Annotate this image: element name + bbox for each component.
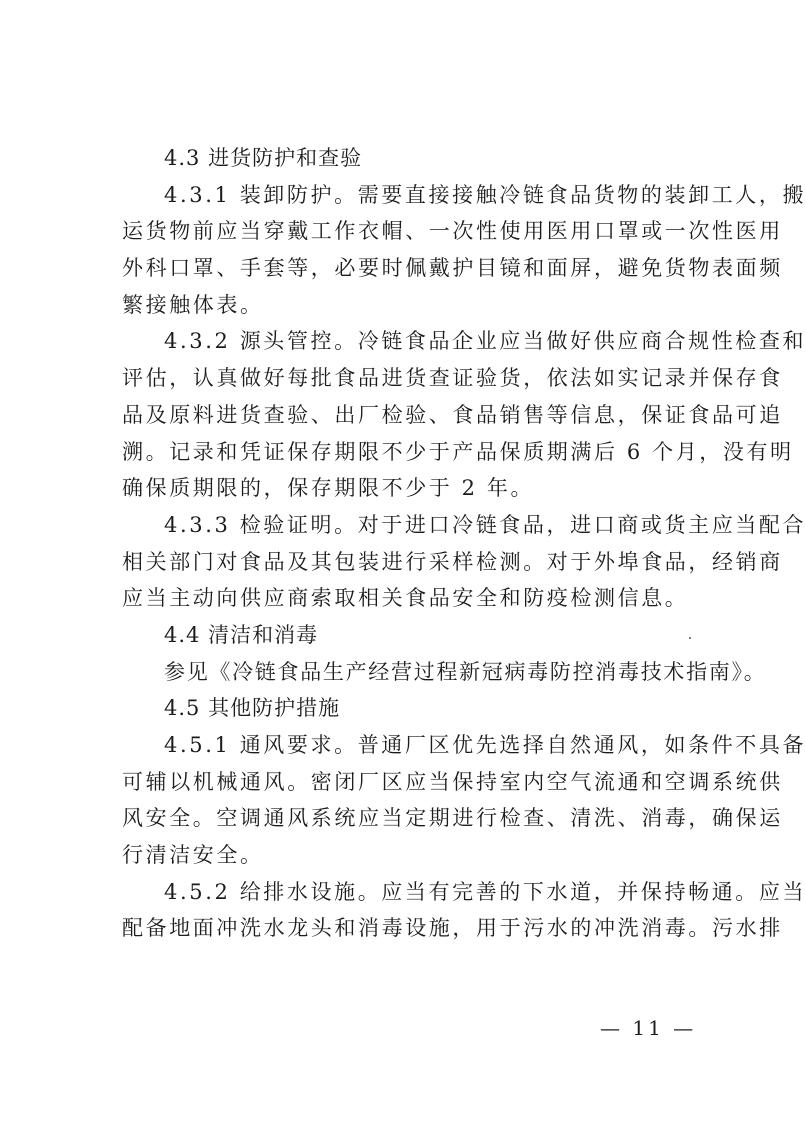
paragraph-line: 相关部门对食品及其包装进行采样检测。对于外埠食品，经销商 — [122, 549, 783, 574]
paragraph-line: 确保质期限的，保存期限不少于 2 年。 — [122, 476, 535, 501]
paragraph-line: 溯。记录和凭证保存期限不少于产品保质期满后 6 个月，没有明 — [122, 439, 794, 464]
paragraph-line: 行清洁安全。 — [122, 843, 264, 868]
scan-speck — [689, 637, 691, 639]
paragraph-line: 4.5.2 给排水设施。应当有完善的下水道，并保持畅通。应当 — [164, 879, 806, 904]
paragraph-line: 可辅以机械通风。密闭厂区应当保持室内空气流通和空调系统供 — [122, 769, 783, 794]
paragraph-line: 应当主动向供应商索取相关食品安全和防疫检测信息。 — [122, 586, 689, 611]
paragraph-line: 繁接触体表。 — [122, 292, 264, 317]
page-number: — 11 — — [600, 1016, 697, 1040]
paragraph-line: 风安全。空调通风系统应当定期进行检查、清洗、消毒，确保运 — [122, 806, 783, 831]
paragraph-line: 4.3.3 检验证明。对于进口冷链食品，进口商或货主应当配合 — [164, 512, 806, 537]
paragraph-line: 配备地面冲洗水龙头和消毒设施，用于污水的冲洗消毒。污水排 — [122, 916, 783, 941]
paragraph-line: 4.3.2 源头管控。冷链食品企业应当做好供应商合规性检查和 — [164, 329, 806, 354]
paragraph-line: 参见《冷链食品生产经营过程新冠病毒防控消毒技术指南》。 — [164, 659, 767, 684]
paragraph-line: 4.3.1 装卸防护。需要直接接触冷链食品货物的装卸工人，搬 — [164, 182, 806, 207]
paragraph-line: 评估，认真做好每批食品进货查证验货，依法如实记录并保存食 — [122, 366, 783, 391]
paragraph-line: 外科口罩、手套等，必要时佩戴护目镜和面屏，避免货物表面频 — [122, 256, 783, 281]
section-heading-4-4: 4.4 清洁和消毒 — [164, 622, 319, 647]
paragraph-line: 品及原料进货查验、出厂检验、食品销售等信息，保证食品可追 — [122, 402, 783, 427]
paragraph-line: 运货物前应当穿戴工作衣帽、一次性使用医用口罩或一次性医用 — [122, 219, 783, 244]
document-body — [122, 140, 806, 947]
section-heading-4-5: 4.5 其他防护措施 — [164, 696, 341, 721]
section-heading-4-3: 4.3 进货防护和查验 — [164, 146, 363, 170]
paragraph-line: 4.5.1 通风要求。普通厂区优先选择自然通风，如条件不具备 — [164, 733, 806, 757]
